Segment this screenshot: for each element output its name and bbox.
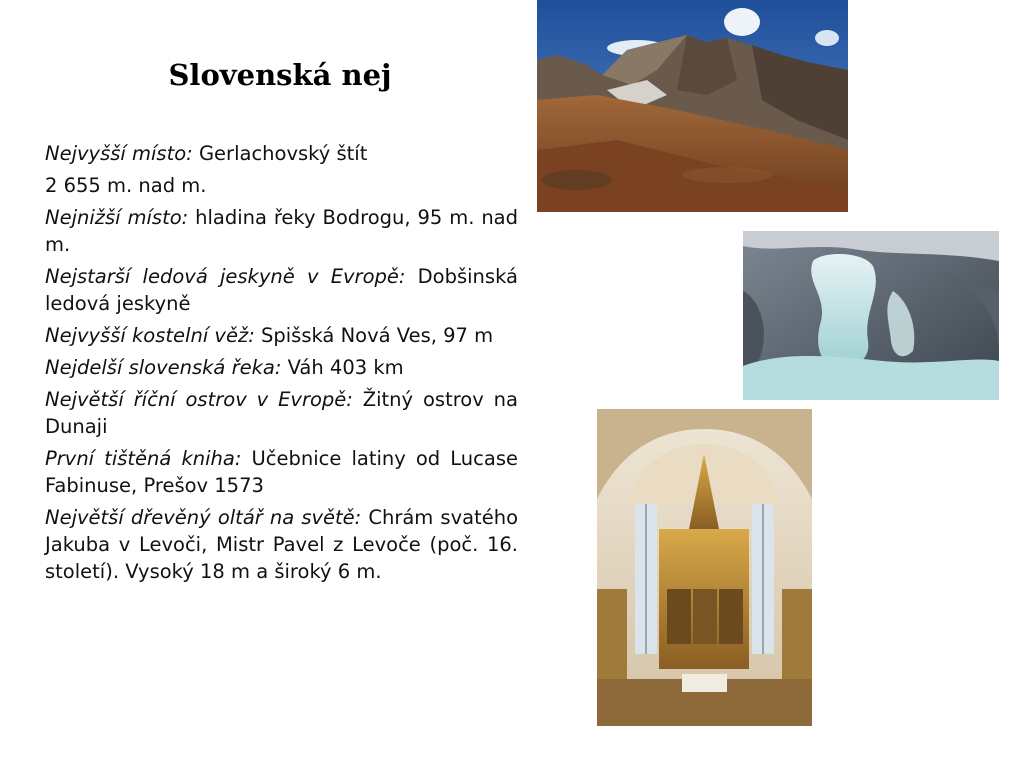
facts-list [45,140,518,590]
fact-item [45,322,518,349]
fact-value: Učebnice latiny od Lucase Fabinuse, Prešov 1573 [45,447,518,497]
fact-value: Žitný ostrov na Dunaji [45,388,518,438]
fact-item [45,172,518,199]
slide-title: Slovenská nej [168,58,392,92]
ice-cave-photo [743,231,999,400]
fact-label: Nejnižší místo: [45,206,189,229]
fact-label: Nejdelší slovenská řeka: [45,356,282,379]
fact-value: Váh 403 km [281,356,404,379]
altar-photo [597,409,812,726]
fact-value: 2 655 m. nad m. [45,174,207,197]
fact-value: hladina řeky Bodrogu, 95 m. nad m. [45,206,519,256]
fact-item [45,140,518,167]
fact-value: Dobšinská ledová jeskyně [45,265,518,315]
fact-label: Nejvyšší kostelní věž: [45,324,255,347]
mountain-photo [537,0,848,212]
fact-label: Největší říční ostrov v Evropě: [45,388,353,411]
fact-label: První tištěná kniha: [45,447,242,470]
fact-label: Nejstarší ledová jeskyně v Evropě: [45,265,406,288]
fact-item [45,354,518,381]
fact-item [45,204,518,258]
fact-value: Chrám svatého Jakuba v Levoči, Mistr Pavel z Levoče (poč. 16. století). Vysoký 18 m a široký 6 m. [45,506,519,583]
fact-item [45,504,518,585]
fact-value: Gerlachovský štít [192,142,368,165]
fact-item [45,263,518,317]
fact-label: Největší dřevěný oltář na světě: [45,506,362,529]
fact-value: Spišská Nová Ves, 97 m [254,324,494,347]
fact-item [45,445,518,499]
fact-item [45,386,518,440]
fact-label: Nejvyšší místo: [45,142,193,165]
